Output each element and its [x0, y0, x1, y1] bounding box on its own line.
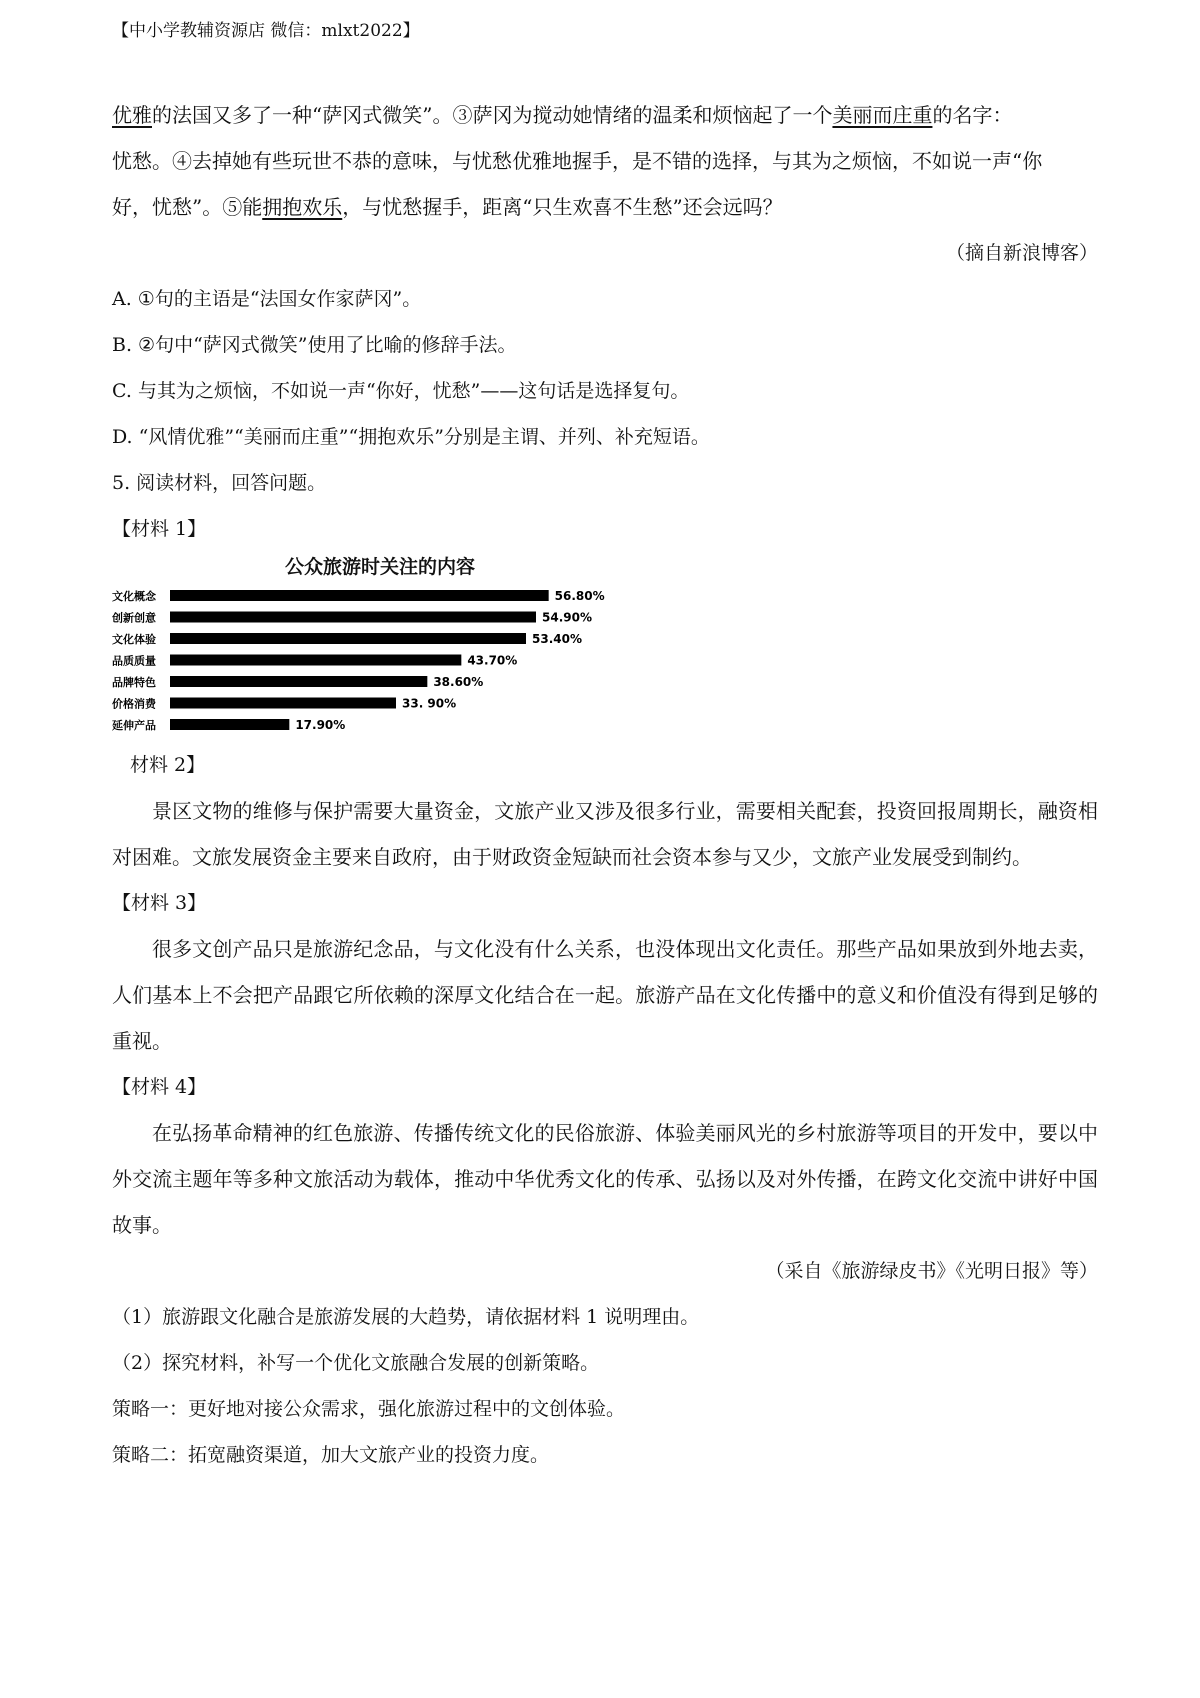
material-4-line: 要以中外交流主题年等多种文旅活动为载体，推动中华优秀文化的传承、弘扬以及对外传播，在跨文化交 — [112, 1121, 1099, 1191]
option-d: D. “风情优雅”“美丽而庄重”“拥抱欢乐”分别是主谓、并列、补充短语。 — [112, 426, 710, 448]
material-2-label: 材料 2】 — [130, 754, 206, 776]
value-label: 53.40% — [532, 632, 582, 646]
material-2-line: 制约。 — [972, 845, 1032, 869]
chart-title: 公众旅游时关注的内容 — [284, 556, 475, 578]
bar — [170, 655, 461, 666]
category-label: 文化体验 — [112, 633, 156, 646]
category-label: 文化概念 — [112, 590, 156, 603]
page-header: 【中小学教辅资源店 微信：mlxt2022】 — [112, 21, 420, 41]
material-4-line: 在弘扬革命精神的红色旅游、传播传统文化的民俗旅游、体验美丽风光的乡村旅游等项目的开发中， — [152, 1121, 1038, 1145]
value-label: 17.90% — [295, 718, 346, 732]
value-label: 38.60% — [433, 675, 484, 689]
material-2-line: 景区文物的维修与保护需要大量资金，文旅产业又涉及很多行业，需要相关配套，投资回报周期长， — [152, 799, 1038, 823]
bar — [170, 676, 427, 687]
material-1-label: 【材料 1】 — [112, 518, 207, 540]
option-c: C. 与其为之烦恼，不如说一声“你好，忧愁”——这句话是选择复句。 — [112, 380, 690, 402]
question-5: 5. 阅读材料，回答问题。 — [112, 472, 327, 494]
option-b: B. ②句中“萨冈式微笑”使用了比喻的修辞手法。 — [112, 334, 517, 356]
passage-text: 的法国又多了一种“萨冈式微笑”。③萨冈为搅动她情绪的温柔和烦恼起了一个 — [152, 103, 833, 127]
bar — [170, 698, 396, 709]
material-3-label: 【材料 3】 — [112, 892, 207, 914]
material-3-line: 有得到足够的重视。 — [112, 983, 1098, 1053]
passage-source: （摘自新浪博客） — [945, 242, 1098, 264]
material-3-text — [112, 926, 1098, 1064]
category-label: 品牌特色 — [112, 676, 156, 689]
passage-line-2: 忧愁。④去掉她有些玩世不恭的意味，与忧愁优雅地握手，是不错的选择，与其为之烦恼，不如说一声“你 — [112, 149, 1043, 173]
passage-line-1 — [112, 92, 1098, 138]
strategy-1: 策略一：更好地对接公众需求，强化旅游过程中的文创体验。 — [112, 1398, 626, 1420]
bar-chart — [112, 552, 712, 742]
sub-question-1: （1）旅游跟文化融合是旅游发展的大趋势，请依据材料 1 说明理由。 — [112, 1306, 700, 1328]
passage-text: ，与忧愁握手，距离“只生欢喜不生愁”还会远吗？ — [342, 195, 783, 219]
material-3-line: 去卖，人们基本上不会把产品跟它所依赖的深厚文化结合在一起。旅游产品在文化传播中的意义和价值没 — [112, 937, 1099, 1007]
strategy-2: 策略二：拓宽融资渠道，加大文旅产业的投资力度。 — [112, 1444, 550, 1466]
material-4-label: 【材料 4】 — [112, 1076, 207, 1098]
category-label: 品质质量 — [112, 654, 156, 668]
category-label: 创新创意 — [112, 611, 156, 625]
bar — [170, 612, 536, 623]
category-label: 价格消费 — [112, 697, 156, 711]
value-label: 33. 90% — [402, 696, 457, 711]
chart-svg — [112, 552, 712, 742]
underlined-phrase: 优雅 — [112, 103, 152, 127]
document-body — [112, 92, 1098, 1478]
value-label: 43.70% — [467, 653, 518, 668]
value-label: 56.80% — [554, 589, 605, 603]
option-a: A. ①句的主语是“法国女作家萨冈”。 — [112, 288, 422, 310]
underlined-phrase: 拥抱欢乐 — [262, 195, 343, 219]
material-3-line: 很多文创产品只是旅游纪念品，与文化没有什么关系，也没体现出文化责任。那些产品如果放到外地 — [152, 937, 1038, 961]
material-2-line: 融资相对困难。文旅发展资金主要来自政府，由于财政资金短缺而社会资本参与又少，文旅产业发展受到 — [112, 799, 1099, 869]
material-2-text — [112, 788, 1098, 880]
category-label: 延伸产品 — [112, 719, 156, 732]
bar — [170, 719, 289, 730]
material-4-text — [112, 1110, 1098, 1248]
bar — [170, 590, 549, 601]
passage-text: 的名字： — [932, 103, 1013, 127]
value-label: 54.90% — [542, 610, 592, 625]
passage-line-3 — [112, 184, 1098, 230]
materials-source: （采自《旅游绿皮书》《光明日报》等） — [765, 1260, 1098, 1282]
passage-text: 好，忧愁”。⑤能 — [112, 195, 263, 219]
bar — [170, 633, 526, 644]
sub-question-2: （2）探究材料，补写一个优化文旅融合发展的创新策略。 — [112, 1352, 600, 1374]
material-4-line: 流中讲好中国故事。 — [112, 1167, 1098, 1237]
underlined-phrase: 美丽而庄重 — [832, 103, 933, 127]
